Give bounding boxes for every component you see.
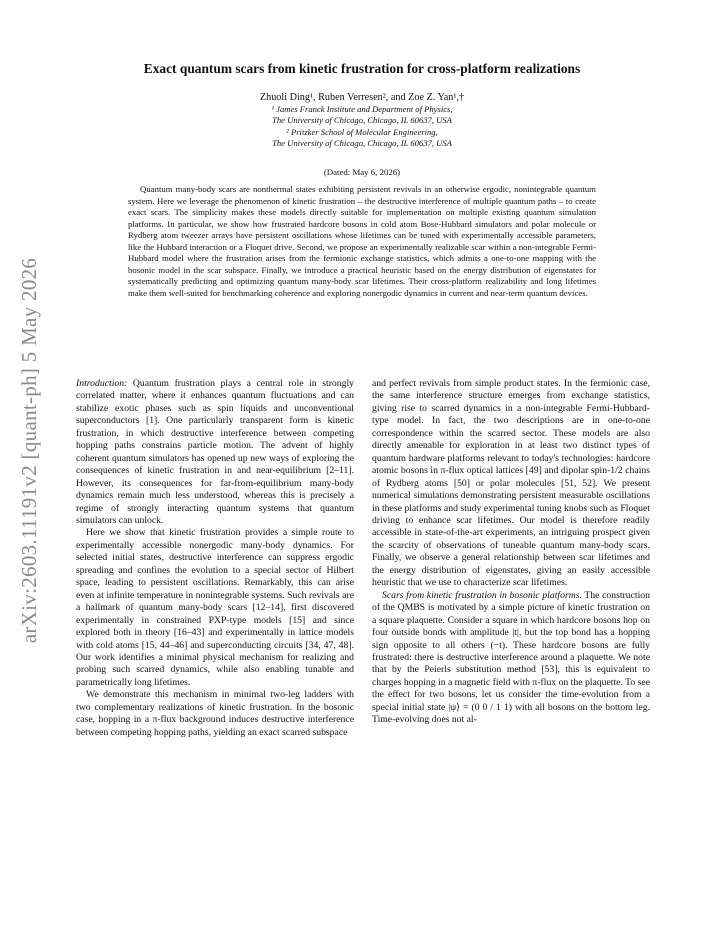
arxiv-stamp-text: arXiv:2603.11191v2 [quant-ph] 5 May 2026 [17,257,42,643]
affiliation-line: The University of Chicago, Chicago, IL 60637, USA [272,115,452,126]
body-paragraph: We demonstrate this mechanism in minimal two-leg ladders with two complementary realizations of kinetic frustration. In the bosonic case, hopping in a π-flux background induces destructive interference between competing hopping paths, yielding an exact scarred subspace [76,689,354,738]
body-paragraph [76,378,354,527]
author-list: Zhuoli Ding¹, Ruben Verresen², and Zoe Z. Yan¹,† [259,92,465,103]
left-column [76,378,354,739]
paragraph-text: The construction of the QMBS is motivated by a simple picture of kinetic frustration on a square plaquette. Consider a square in which hardcore bosons hop on four outside bonds with amplitude |t|, but the top bond has a hopping sign opposite to all others (−t). These hardcore bosons are fully frustrated: there is destructive interference around a plaquette. We note that by the Peierls substitution method [53], this is equivalent to charges hopping in a magnetic field with π-flux on the plaquette. To see the effect for two bosons, let us consider the time-evolution from a special initial state |ψ⟩ = (0 0 / 1 1) with all bosons on the bottom leg. Time-evolving does not al- [372,589,650,726]
paragraph-text: Quantum frustration plays a central role in strongly correlated matter, where it enhances quantum fluctuations and can stabilize exotic phases such as spin liquids and unconventional superconductors [1]. One particularly transparent form is kinetic frustration, in which destructive interference between competing hopping paths constrains particle motion. The advent of highly coherent quantum simulators has opened up new ways of exploring the consequences of kinetic frustration in and near-equilibrium [2–11]. However, its consequences for far-from-equilibrium many-body dynamics remain much less understood, whereas this is precisely a regime of strongly interacting quantum systems that quantum simulators can unlock. [76,378,354,526]
section-lead: Scars from kinetic frustration in bosonic platforms. [382,589,582,601]
affiliation-line: ¹ James Franck Institute and Department of Physics, [271,104,453,114]
body-paragraph: and perfect revivals from simple product states. In the fermionic case, the same interference structure emerges from exchange statistics, giving rise to scarred dynamics in a non-integrable Fermi-Hubbard-type model. In fact, the two descriptions are in one-to-one correspondence within the scarred sector. These models are also directly amenable for exploration in at least two distinct types of quantum hardware platforms relevant to today's technologies: hardcore atomic bosons in π-flux optical lattices [49] and dipolar spin-1/2 chains of Rydberg atoms [50] or polar molecules [51, 52]. We present numerical simulations demonstrating persistent measurable oscillations in these platforms and study experimental tuning knobs such as Floquet driving to enhance scar lifetimes. Our model is therefore readily accessible in state-of-the-art experiments, an intriguing prospect given the scarcity of observations of tuneable quantum many-body scars. Finally, we observe a general relationship between scar lifetimes and the energy distribution of eigenstates, giving an easily accessible heuristic that we use to characterize scar lifetimes. [372,378,650,589]
arxiv-identifier-stamp[interactable] [8,245,52,655]
right-column [372,378,650,727]
dated-line: (Dated: May 6, 2026) [323,167,401,177]
affiliations [60,104,664,149]
paper-title: Exact quantum scars from kinetic frustration for cross-platform realizations [143,61,581,76]
abstract: Quantum many-body scars are nonthermal states exhibiting persistent revivals in an otherwise ergodic, nonintegrable quantum system. Here we leverage the phenomenon of kinetic frustration – the destructive interference of multiple quantum paths – to create exact scars. The simplicity makes these models directly suitable for implementation on multiple existing quantum simulation platforms. In particular, we show how frustrated hardcore bosons in cold atom Bose-Hubbard simulators and polar molecule or Rydberg atom tweezer arrays have persistent oscillations whose lifetimes can be tuned with experimentally accessible parameters, like the Hubbard interaction or a Floquet drive. Second, we propose an experimentally realizable scar within a non-integrable Fermi-Hubbard model where the frustration arises from the fermionic exchange statistics, which admits a one-to-one mapping with the bosonic model in the scar subspace. Finally, we introduce a practical heuristic based on the energy distribution of eigenstates for systematically predicting and optimizing quantum many-body scar lifetimes. Their cross-platform realizability and long lifetimes make them well-suited for benchmarking coherence and exploring nonergodic dynamics in current and near-term quantum devices. [128,184,596,298]
affiliation-line: ² Pritzker School of Molecular Engineering, [286,126,438,137]
body-paragraph: Here we show that kinetic frustration provides a simple route to experimentally accessible nonergodic many-body dynamics. For selected initial states, destructive interference can suppress ergodic spreading and confines the evolution to a special sector of Hilbert space, leading to persistent oscillations. Remarkably, this can arise even at infinite temperature in nonintegrable systems. Such revivals are a hallmark of quantum many-body scars [12–14], first discovered experimentally in constrained PXP-type models [15] and since explored both in theory [16–43] and experimentally in lattice models with cold atoms [15, 44–46] and superconducting circuits [34, 47, 48]. Our work identifies a minimal physical mechanism for realizing and probing such scarred dynamics, while also enabling tunable and parametrically long lifetimes. [76,527,354,688]
body-paragraph [372,590,650,727]
section-lead: Introduction: [76,378,128,389]
affiliation-line: The University of Chicago, Chicago, IL 60637, USA [272,137,452,148]
